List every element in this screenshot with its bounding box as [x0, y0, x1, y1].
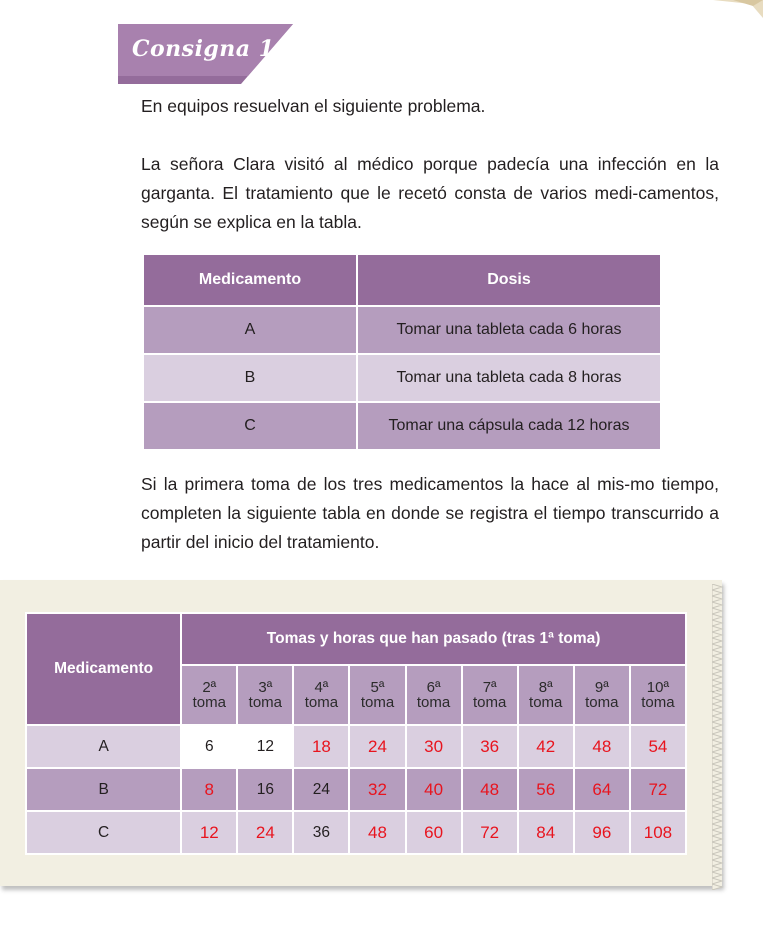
dose-number-header: [293, 665, 349, 725]
dose-med-cell: B: [143, 354, 357, 402]
handwritten-answer-cell[interactable]: 48: [462, 768, 518, 811]
table-row: [143, 306, 661, 354]
handwritten-answer-cell[interactable]: 40: [406, 768, 462, 811]
dose-number-label: 4ª toma: [304, 679, 339, 711]
times-group-header: Tomas y horas que han pasado (tras 1ª toma): [181, 613, 686, 665]
handwritten-answer-cell[interactable]: 60: [406, 811, 462, 854]
table-row: [143, 402, 661, 450]
handwritten-answer-cell[interactable]: 64: [574, 768, 630, 811]
dose-table: [142, 253, 662, 451]
consigna-title: Consigna 1: [132, 36, 275, 62]
handwritten-answer-cell[interactable]: 48: [574, 725, 630, 768]
dose-med-cell: C: [143, 402, 357, 450]
handwritten-answer-cell[interactable]: 24: [349, 725, 405, 768]
dose-number-header: [181, 665, 237, 725]
table-row: [26, 725, 686, 768]
times-med-cell: A: [26, 725, 181, 768]
handwritten-answer-cell[interactable]: 24: [237, 811, 293, 854]
dose-number-label: 2ª toma: [192, 679, 226, 711]
handwritten-answer-cell[interactable]: 18: [293, 725, 349, 768]
handwritten-answer-cell[interactable]: 30: [406, 725, 462, 768]
problem-text: La señora Clara visitó al médico porque padecía una infección en la garganta. El tratamiento que le recetó consta de varios medi-camentos, según se explica en la tabla.: [141, 154, 719, 232]
dose-number-header: [462, 665, 518, 725]
handwritten-answer-cell[interactable]: 48: [349, 811, 405, 854]
handwritten-answer-cell[interactable]: 54: [630, 725, 686, 768]
page-corner-decoration: [713, 0, 763, 18]
dose-number-label: 8ª toma: [529, 679, 563, 711]
dose-number-label: 3ª toma: [248, 679, 283, 711]
dose-number-header: [574, 665, 630, 725]
handwritten-answer-cell[interactable]: 8: [181, 768, 237, 811]
printed-value-cell: 6: [181, 725, 237, 768]
dose-number-label: 10ª toma: [641, 679, 675, 711]
dose-number-label: 6ª toma: [416, 679, 451, 711]
times-med-cell: C: [26, 811, 181, 854]
dose-number-header: [630, 665, 686, 725]
dose-header-medicamento: Medicamento: [143, 254, 357, 306]
intro-text: En equipos resuelvan el siguiente problema.: [141, 96, 486, 116]
printed-value-cell: 24: [293, 768, 349, 811]
dose-number-header: [237, 665, 293, 725]
handwritten-answer-cell[interactable]: 42: [518, 725, 574, 768]
handwritten-answer-cell[interactable]: 36: [462, 725, 518, 768]
handwritten-answer-cell[interactable]: 108: [630, 811, 686, 854]
times-table: [25, 612, 687, 855]
handwritten-answer-cell[interactable]: 84: [518, 811, 574, 854]
torn-edge: [712, 584, 728, 890]
dose-header-dosis: Dosis: [357, 254, 661, 306]
handwritten-answer-cell[interactable]: 72: [462, 811, 518, 854]
times-header-medicamento: Medicamento: [26, 613, 181, 725]
dose-text-cell: Tomar una cápsula cada 12 horas: [357, 402, 661, 450]
handwritten-answer-cell[interactable]: 12: [181, 811, 237, 854]
dose-number-label: 5ª toma: [360, 679, 395, 711]
table-row: [26, 768, 686, 811]
times-med-cell: B: [26, 768, 181, 811]
handwritten-answer-cell[interactable]: 72: [630, 768, 686, 811]
dose-number-header: [518, 665, 574, 725]
handwritten-answer-cell[interactable]: 96: [574, 811, 630, 854]
printed-value-cell: 16: [237, 768, 293, 811]
handwritten-answer-cell[interactable]: 32: [349, 768, 405, 811]
dose-text-cell: Tomar una tableta cada 6 horas: [357, 306, 661, 354]
dose-text-cell: Tomar una tableta cada 8 horas: [357, 354, 661, 402]
dose-number-header: [406, 665, 462, 725]
question-text: Si la primera toma de los tres medicamentos la hace al mis-mo tiempo, completen la siguiente tabla en donde se registra el tiempo transcurrido a partir del inicio del tratamiento.: [141, 474, 719, 552]
dose-number-header: [349, 665, 405, 725]
dose-number-label: 7ª toma: [472, 679, 507, 711]
dose-med-cell: A: [143, 306, 357, 354]
dose-number-label: 9ª toma: [585, 679, 619, 711]
printed-value-cell: 12: [237, 725, 293, 768]
table-row: [26, 811, 686, 854]
table-row: [143, 354, 661, 402]
printed-value-cell: 36: [293, 811, 349, 854]
handwritten-answer-cell[interactable]: 56: [518, 768, 574, 811]
